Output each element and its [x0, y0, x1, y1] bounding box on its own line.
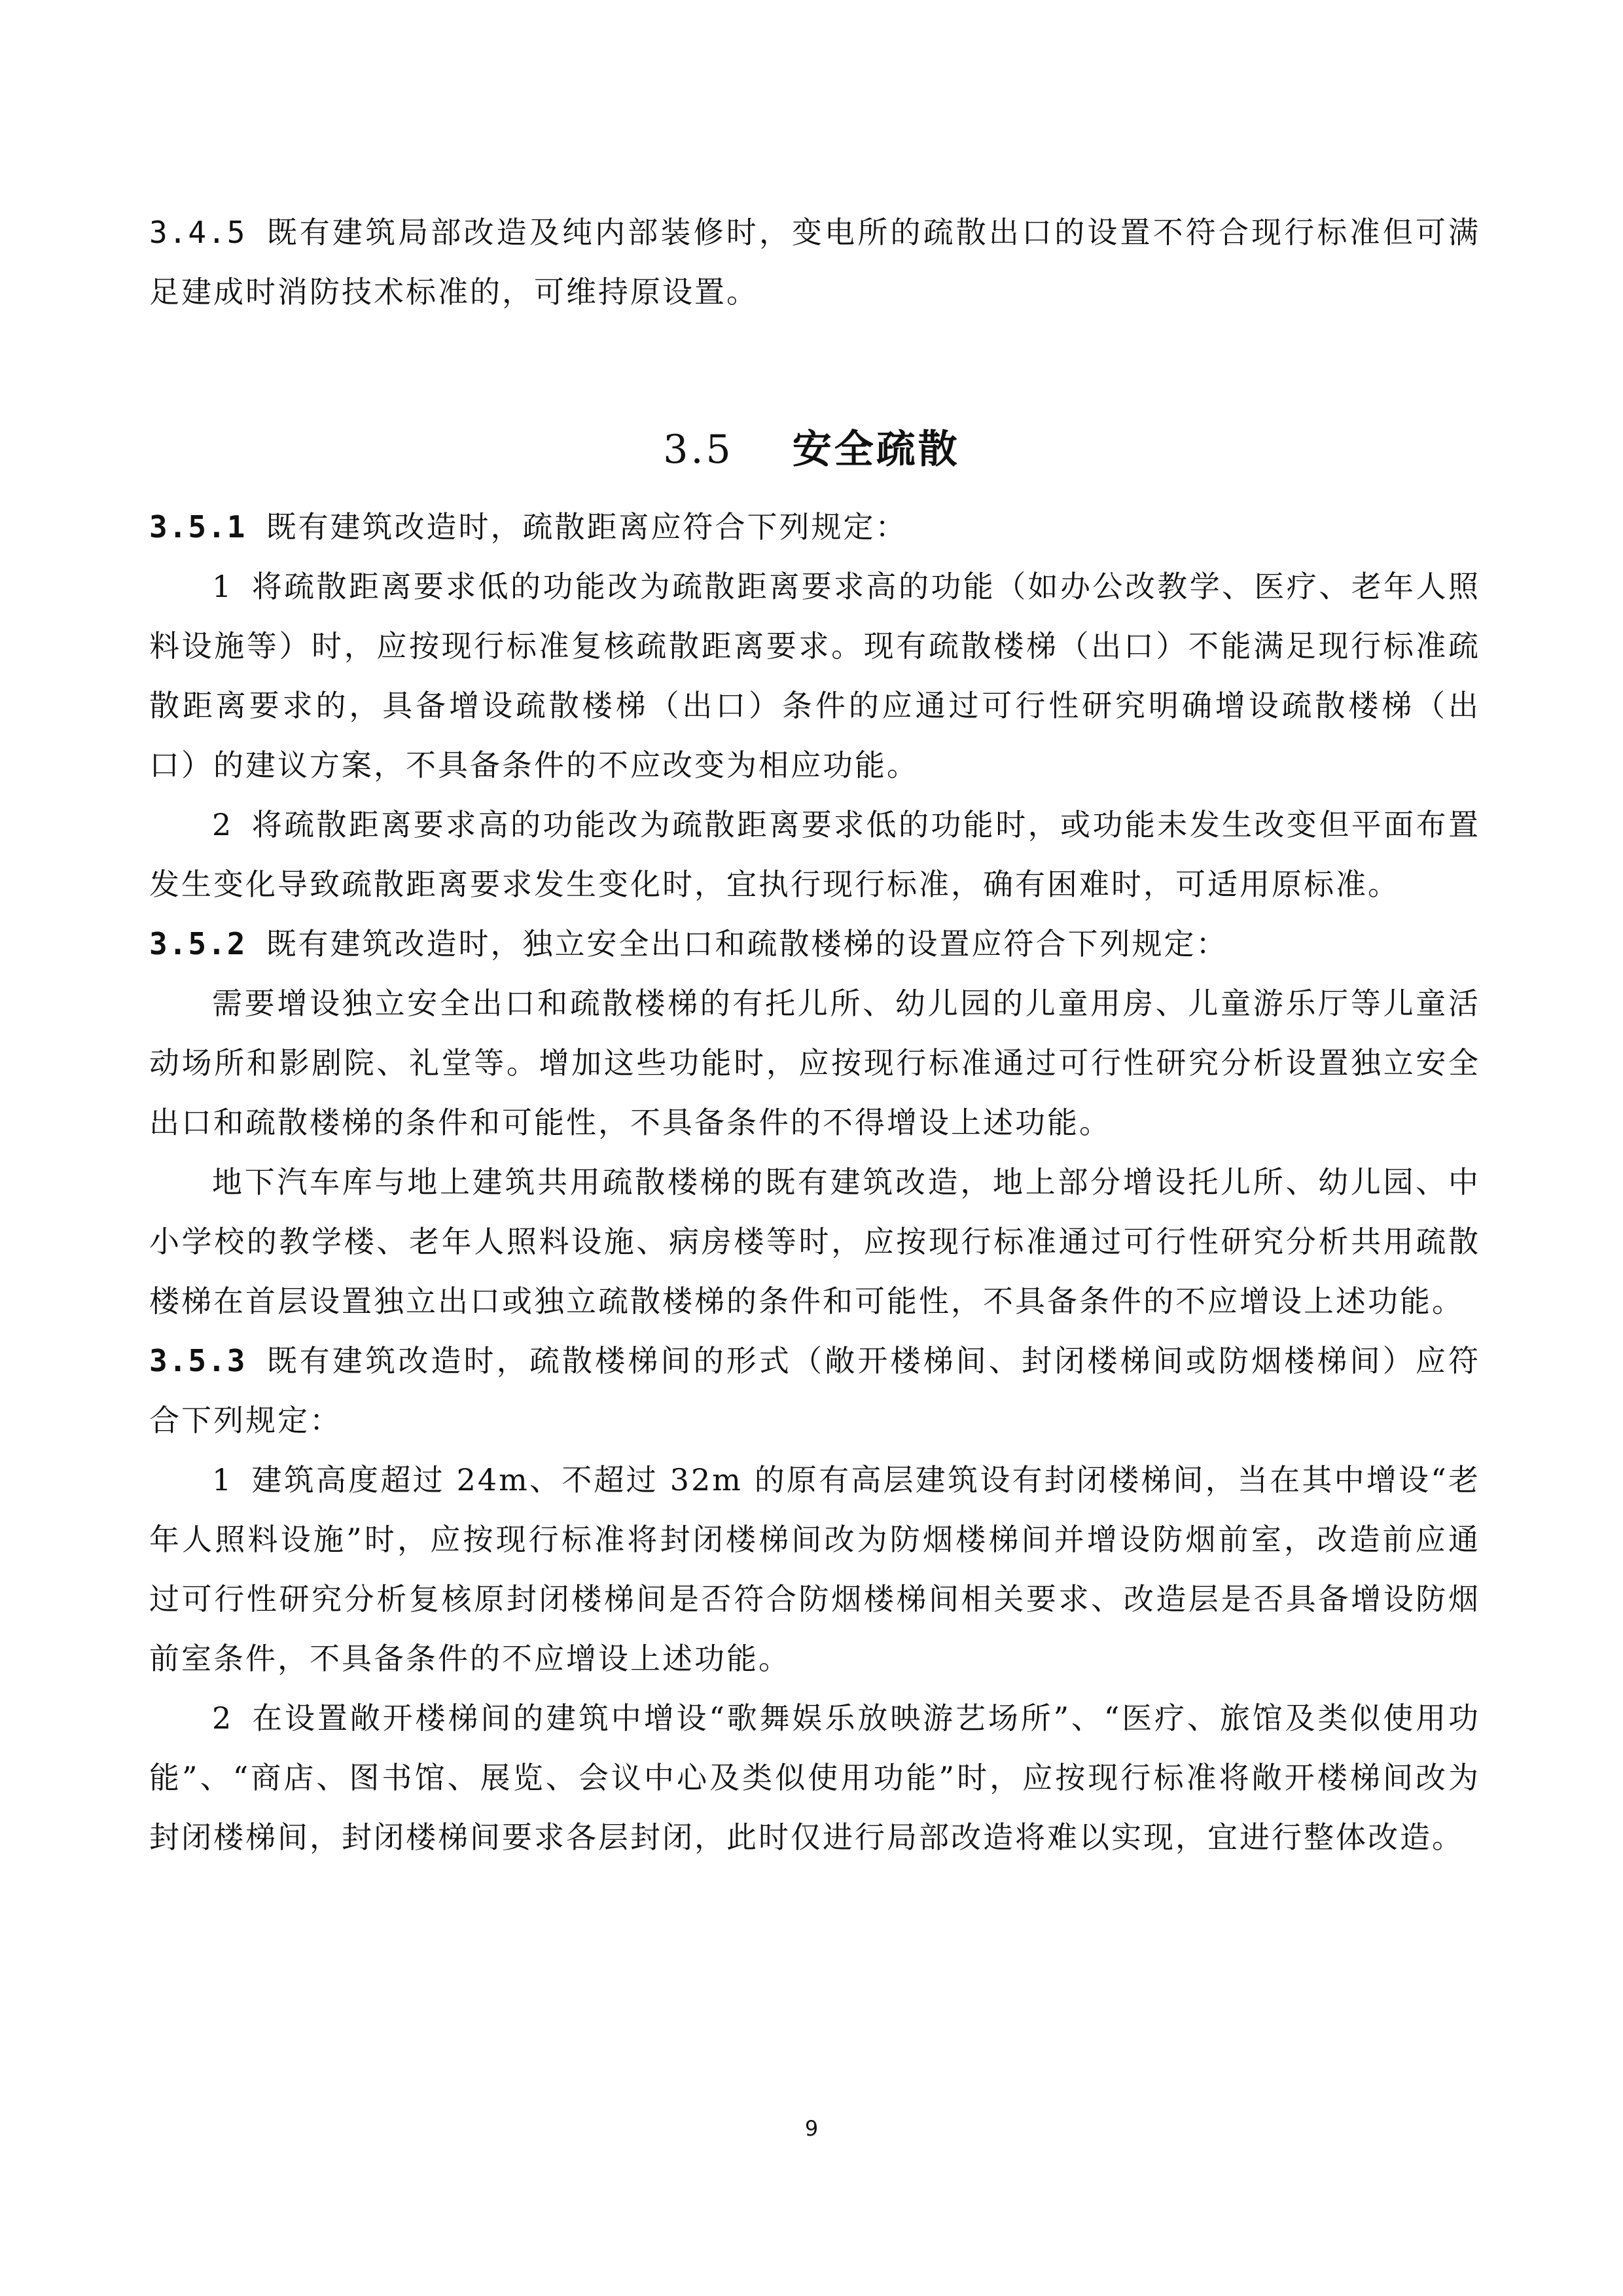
section-heading — [0, 420, 1623, 479]
clause-3-4-5 — [149, 203, 1480, 322]
clause-number: 3.5.3 — [149, 1343, 247, 1378]
clause-3-5-1 — [149, 497, 1480, 557]
clause-text: 既有建筑局部改造及纯内部装修时，变电所的疏散出口的设置不符合现行标准但可满足建成时消防技术标准的，可维持原设置。 — [149, 215, 1480, 310]
item-number: 2 — [212, 807, 234, 842]
item-text: 将疏散距离要求高的功能改为疏散距离要求低的功能时，或功能未发生改变但平面布置发生变化导致疏散距离要求发生变化时，宜执行现行标准，确有困难时，可适用原标准。 — [149, 807, 1480, 902]
clause-3-5-1-item-2 — [149, 795, 1480, 914]
section-title: 安全疏散 — [792, 427, 960, 473]
item-text: 在设置敞开楼梯间的建筑中增设“歌舞娱乐放映游艺场所”、“医疗、旅馆及类似使用功能”、“商店、图书馆、展览、会议中心及类似使用功能”时，应按现行标准将敞开楼梯间改为封闭楼梯间，封闭楼梯间要求各层封闭，此时仅进行局部改造将难以实现，宜进行整体改造。 — [149, 1700, 1480, 1855]
clause-number: 3.4.5 — [149, 215, 247, 250]
clause-number: 3.5.1 — [149, 509, 247, 545]
clause-number: 3.5.2 — [149, 926, 247, 961]
clause-3-5-3-item-1 — [149, 1450, 1480, 1689]
clause-3-5-2-paragraph-1: 需要增设独立安全出口和疏散楼梯的有托儿所、幼儿园的儿童用房、儿童游乐厅等儿童活动场所和影剧院、礼堂等。增加这些功能时，应按现行标准通过可行性研究分析设置独立安全出口和疏散楼梯的条件和可能性，不具备条件的不得增设上述功能。 — [149, 986, 1480, 1140]
section-number: 3.5 — [663, 427, 734, 473]
item-number: 1 — [212, 1462, 234, 1498]
item-text: 将疏散距离要求低的功能改为疏散距离要求高的功能（如办公改教学、医疗、老年人照料设施等）时，应按现行标准复核疏散距离要求。现有疏散楼梯（出口）不能满足现行标准疏散距离要求的，具备增设疏散楼梯（出口）条件的应通过可行性研究明确增设疏散楼梯（出口）的建议方案，不具备条件的不应改变为相应功能。 — [149, 569, 1480, 783]
clause-3-5-1-item-1 — [149, 557, 1480, 795]
item-number: 2 — [212, 1700, 234, 1736]
clause-3-5-3-item-2 — [149, 1689, 1480, 1867]
clause-text: 既有建筑改造时，独立安全出口和疏散楼梯的设置应符合下列规定： — [266, 926, 1228, 961]
clause-3-5-2 — [149, 914, 1480, 974]
clause-text: 既有建筑改造时，疏散距离应符合下列规定： — [266, 509, 908, 545]
clause-3-5-3 — [149, 1331, 1480, 1450]
item-number: 1 — [212, 569, 234, 604]
clause-3-5-2-paragraph-2: 地下汽车库与地上建筑共用疏散楼梯的既有建筑改造，地上部分增设托儿所、幼儿园、中小学校的教学楼、老年人照料设施、病房楼等时，应按现行标准通过可行性研究分析共用疏散楼梯在首层设置独立出口或独立疏散楼梯的条件和可能性，不具备条件的不应增设上述功能。 — [149, 1164, 1480, 1319]
item-text: 建筑高度超过 24m、不超过 32m 的原有高层建筑设有封闭楼梯间，当在其中增设“老年人照料设施”时，应按现行标准将封闭楼梯间改为防烟楼梯间并增设防烟前室，改造前应通过可行性研究分析复核原封闭楼梯间是否符合防烟楼梯间相关要求、改造层是否具备增设防烟前室条件，不具备条件的不应增设上述功能。 — [149, 1462, 1480, 1676]
page-number: 9 — [804, 2116, 819, 2141]
clause-text: 既有建筑改造时，疏散楼梯间的形式（敞开楼梯间、封闭楼梯间或防烟楼梯间）应符合下列规定： — [149, 1343, 1480, 1438]
